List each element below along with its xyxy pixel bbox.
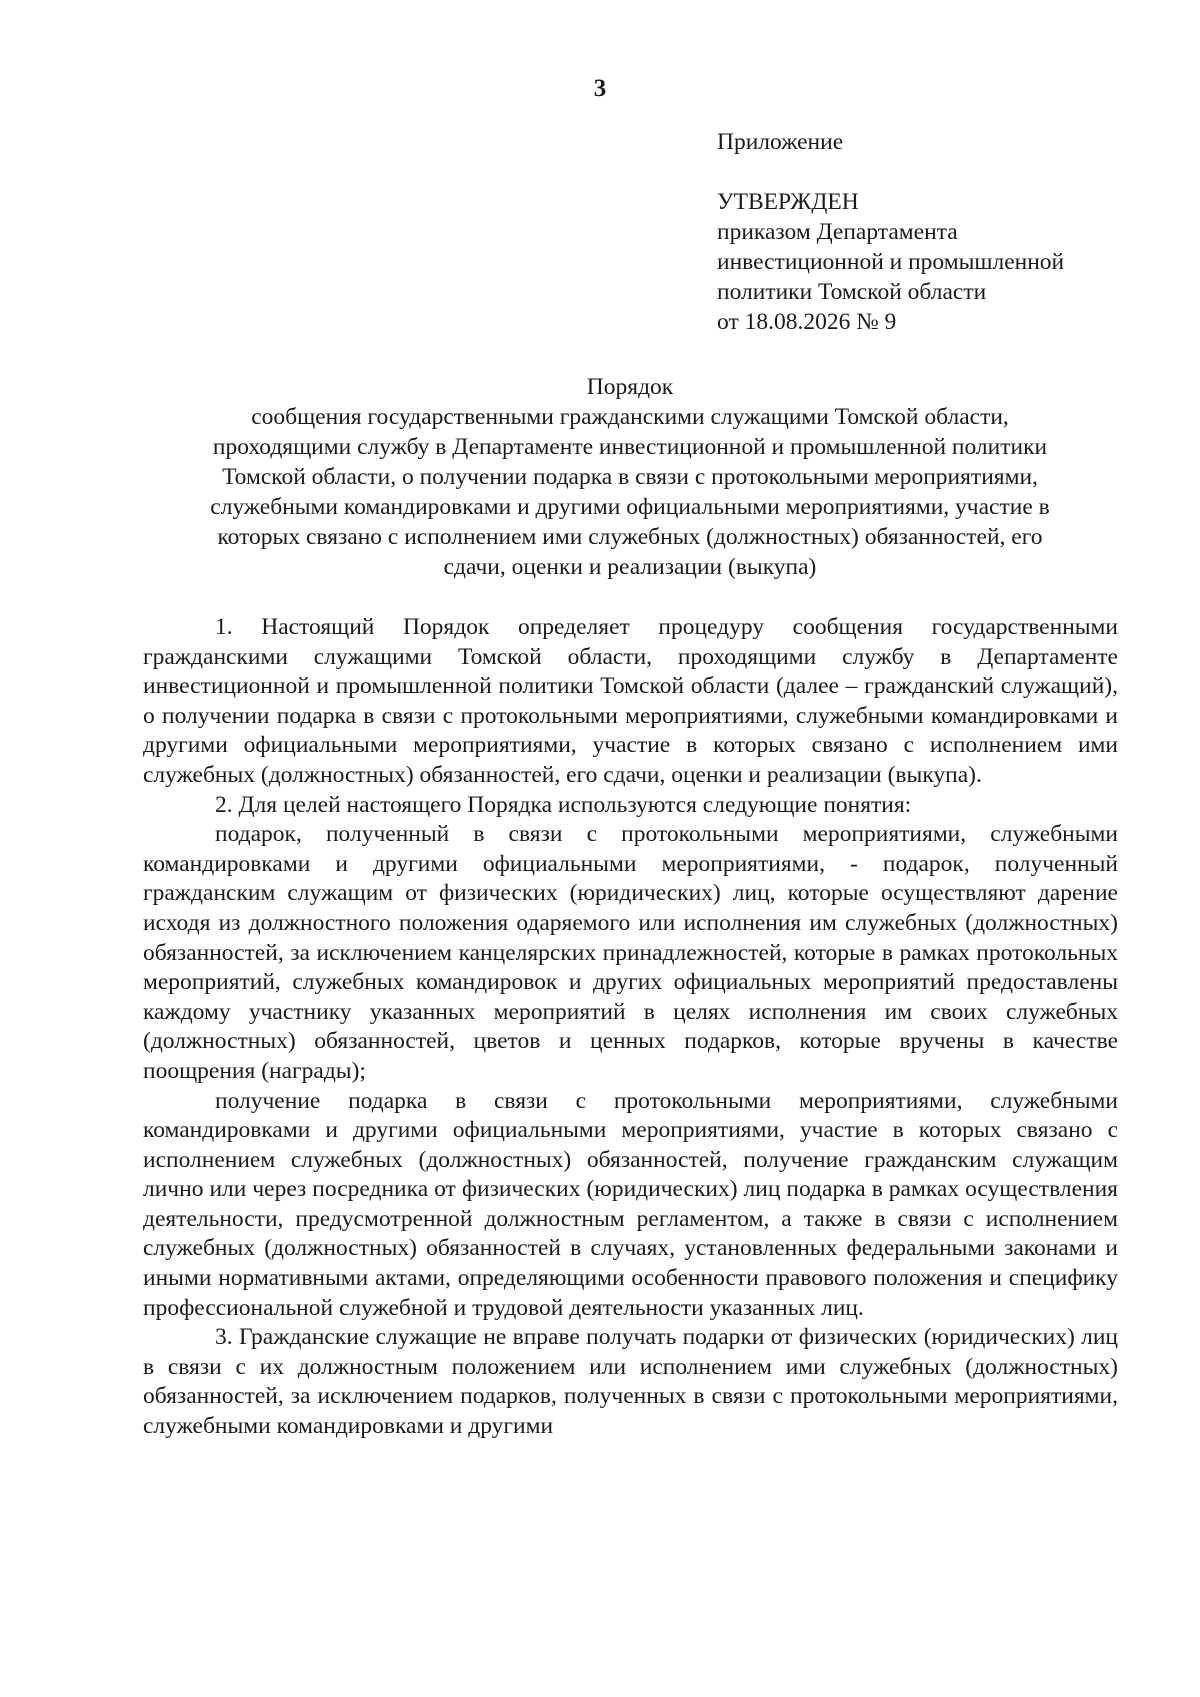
appendix-label: Приложение bbox=[717, 129, 844, 155]
document-title bbox=[140, 372, 1120, 582]
title-line: которых связано с исполнением ими служебных (должностных) обязанностей, его bbox=[217, 524, 1043, 550]
paragraph-1: 1. Настоящий Порядок определяет процедуру сообщения государственными гражданскими служащими Томской области, проходящими службу в Департаменте инвестиционной и промышленной политики Томской области (далее – гражданский служащий), о получении подарка в связи с протокольными мероприятиями, служебными командировками и другими официальными мероприятиями, участие в которых связано с исполнением ими служебных (должностных) обязанностей, его сдачи, оценки и реализации (выкупа). bbox=[143, 614, 1118, 788]
title-line: Томской области, о получении подарка в связи с протокольными мероприятиями, bbox=[222, 464, 1038, 490]
approval-order-line: приказом Департамента bbox=[717, 219, 958, 245]
title-line: служебными командировками и другими официальными мероприятиями, участие в bbox=[210, 494, 1050, 520]
appendix-block bbox=[717, 127, 1157, 337]
title-line: проходящими службу в Департаменте инвестиционной и промышленной политики bbox=[212, 434, 1048, 460]
paragraph-3: 3. Гражданские служащие не вправе получать подарки от физических (юридических) лиц в связи с их должностным положением или исполнением ими служебных (должностных) обязанностей, за исключением подарков, полученных в связи с протокольными мероприятиями, служебными командировками и другими bbox=[143, 1324, 1118, 1440]
approval-stamp-line: УТВЕРЖДЕН bbox=[717, 189, 859, 215]
page-number: 3 bbox=[593, 75, 607, 102]
title-line: сообщения государственными гражданскими служащими Томской области, bbox=[251, 404, 1009, 430]
title-line: сдачи, оценки и реализации (выкупа) bbox=[443, 554, 817, 580]
approval-region-line: политики Томской области bbox=[717, 279, 987, 305]
paragraph-definition-gift: подарок, полученный в связи с протокольными мероприятиями, служебными командировками и другими официальными мероприятиями, - подарок, полученный гражданским служащим от физических (юридических) лиц, которые осуществляют дарение исходя из должностного положения одаряемого или исполнения им служебных (должностных) обязанностей, за исключением канцелярских принадлежностей, которые в рамках протокольных мероприятий, служебных командировок и других официальных мероприятий предоставлены каждому участнику указанных мероприятий в целях исполнения им своих служебных (должностных) обязанностей, цветов и ценных подарков, которые вручены в качестве поощрения (награды); bbox=[143, 821, 1118, 1084]
paragraph-2: 2. Для целей настоящего Порядка используются следующие понятия: bbox=[215, 791, 912, 818]
document-body bbox=[143, 613, 1118, 1442]
approval-date-line: от 18.08.2026 № 9 bbox=[717, 309, 897, 335]
title-heading: Порядок bbox=[586, 374, 674, 400]
approval-department-line: инвестиционной и промышленной bbox=[717, 249, 1065, 275]
paragraph-definition-receipt: получение подарка в связи с протокольными мероприятиями, служебными командировками и другими официальными мероприятиями, участие в которых связано с исполнением служебных (должностных) обязанностей, получение гражданским служащим лично или через посредника от физических (юридических) лиц подарка в рамках осуществления деятельности, предусмотренной должностным регламентом, а также в связи с исполнением служебных (должностных) обязанностей в случаях, установленных федеральными законами и иными нормативными актами, определяющими особенности правового положения и специфику профессиональной служебной и трудовой деятельности указанных лиц. bbox=[143, 1087, 1118, 1321]
